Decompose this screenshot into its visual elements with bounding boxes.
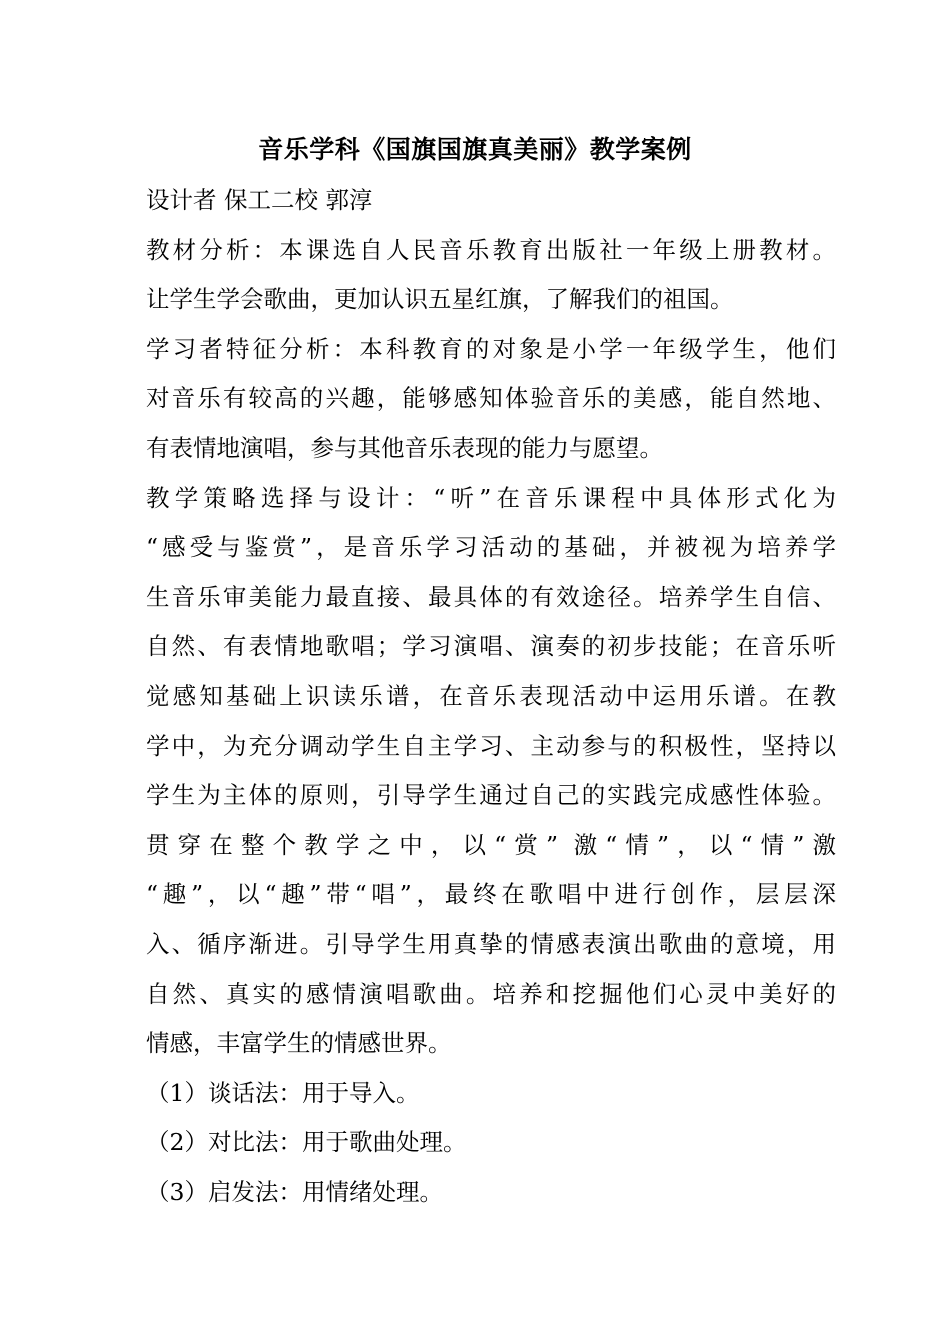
text-line: 自然、真实的感情演唱歌曲。培养和挖掘他们心灵中美好的 xyxy=(146,979,836,1008)
text-line: 设计者 保工二校 郭淳 xyxy=(146,186,373,214)
text-line: 教学策略选择与设计：“听”在音乐课程中具体形式化为 xyxy=(146,483,836,512)
text-line: 生音乐审美能力最直接、最具体的有效途径。培养学生自信、 xyxy=(146,582,836,611)
text-line: “趣”，以“趣”带“唱”，最终在歌唱中进行创作，层层深 xyxy=(146,880,836,909)
text-line: （2）对比法：用于歌曲处理。 xyxy=(146,1128,467,1157)
text-line: 教材分析：本课选自人民音乐教育出版社一年级上册教材。 xyxy=(146,235,836,264)
text-line: 情感，丰富学生的情感世界。 xyxy=(146,1029,452,1058)
text-line: 学生为主体的原则，引导学生通过自己的实践完成感性体验。 xyxy=(146,781,836,810)
document-body xyxy=(146,181,836,1222)
text-line: 有表情地演唱，参与其他音乐表现的能力与愿望。 xyxy=(146,433,663,462)
text-line: （1）谈话法：用于导入。 xyxy=(146,1078,420,1107)
text-line: 让学生学会歌曲，更加认识五星红旗，了解我们的祖国。 xyxy=(146,285,734,314)
text-line: 自然、有表情地歌唱；学习演唱、演奏的初步技能；在音乐听 xyxy=(146,632,836,661)
text-line: （3）启发法：用情绪处理。 xyxy=(146,1177,443,1206)
text-line: 学中，为充分调动学生自主学习、主动参与的积极性，坚持以 xyxy=(146,731,836,760)
text-line: 对音乐有较高的兴趣，能够感知体验音乐的美感，能自然地、 xyxy=(146,384,836,413)
text-line: 觉感知基础上识读乐谱，在音乐表现活动中运用乐谱。在教 xyxy=(146,681,836,710)
text-line: 贯穿在整个教学之中，以“赏” 激“情”，以“情”激 xyxy=(146,830,836,859)
text-line: 学习者特征分析：本科教育的对象是小学一年级学生，他们 xyxy=(146,334,836,363)
text-line: “感受与鉴赏”，是音乐学习活动的基础，并被视为培养学 xyxy=(146,533,836,562)
document-title: 音乐学科《国旗国旗真美丽》教学案例 xyxy=(258,135,692,164)
text-line: 入、循序渐进。引导学生用真挚的情感表演出歌曲的意境，用 xyxy=(146,929,836,958)
